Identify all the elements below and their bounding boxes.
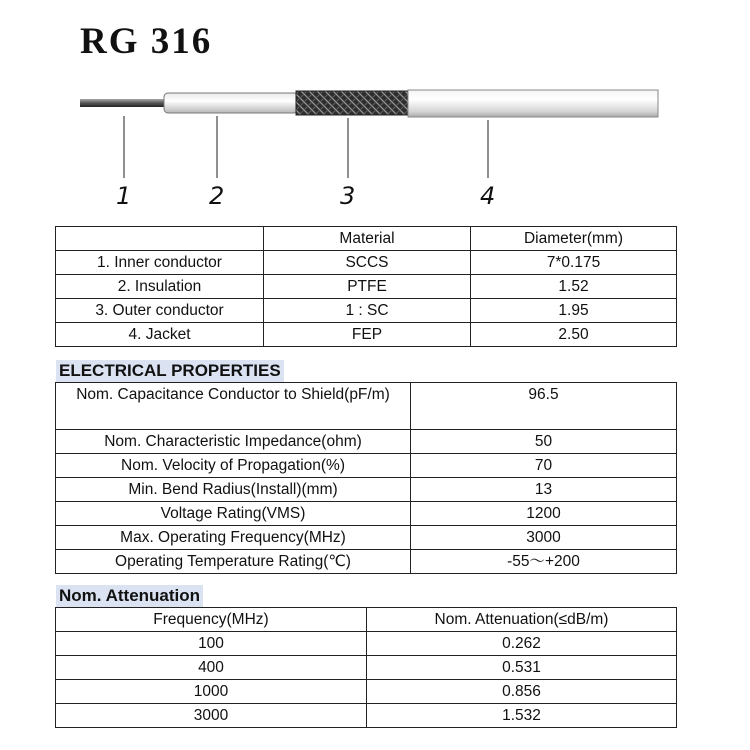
property-name: Min. Bend Radius(Install)(mm)	[56, 478, 411, 502]
property-name: Max. Operating Frequency(MHz)	[56, 526, 411, 550]
property-value: 50	[411, 430, 677, 454]
property-name: Voltage Rating(VMS)	[56, 502, 411, 526]
component-material: 1 : SC	[264, 299, 471, 323]
callout-1: 1	[116, 182, 132, 210]
table-header-cell: Nom. Attenuation(≤dB/m)	[367, 608, 677, 632]
component-diameter: 1.52	[471, 275, 677, 299]
table-header-row	[56, 227, 677, 251]
table-row	[56, 550, 677, 574]
table-row	[56, 454, 677, 478]
table-row	[56, 704, 677, 728]
table-row	[56, 251, 677, 275]
attenuation-value: 0.262	[367, 632, 677, 656]
table-header-cell: Frequency(MHz)	[56, 608, 367, 632]
attenuation-value: 0.856	[367, 680, 677, 704]
table-header-cell	[56, 227, 264, 251]
callout-2: 2	[209, 182, 225, 210]
table-header-row	[56, 608, 677, 632]
frequency-value: 100	[56, 632, 367, 656]
jacket-shape	[408, 90, 658, 117]
component-diameter: 7*0.175	[471, 251, 677, 275]
attenuation-value: 1.532	[367, 704, 677, 728]
table-row	[56, 526, 677, 550]
frequency-value: 3000	[56, 704, 367, 728]
component-diameter: 1.95	[471, 299, 677, 323]
table-row	[56, 680, 677, 704]
electrical-properties-heading: ELECTRICAL PROPERTIES	[56, 360, 284, 382]
table-row	[56, 275, 677, 299]
frequency-value: 400	[56, 656, 367, 680]
property-value: 70	[411, 454, 677, 478]
component-name: 4. Jacket	[56, 323, 264, 347]
component-material: FEP	[264, 323, 471, 347]
inner-conductor-shape	[80, 99, 164, 107]
cable-illustration	[0, 78, 750, 188]
table-row	[56, 632, 677, 656]
callout-4: 4	[480, 182, 496, 210]
construction-table	[55, 226, 677, 347]
table-row	[56, 383, 677, 430]
product-title: RG 316	[80, 21, 213, 62]
component-diameter: 2.50	[471, 323, 677, 347]
property-value: -55〜+200	[411, 550, 677, 574]
attenuation-heading: Nom. Attenuation	[56, 585, 203, 607]
table-row	[56, 430, 677, 454]
property-value: 96.5	[411, 383, 677, 430]
callout-3: 3	[340, 182, 356, 210]
property-value: 3000	[411, 526, 677, 550]
electrical-properties-table	[55, 382, 677, 574]
property-value: 13	[411, 478, 677, 502]
attenuation-value: 0.531	[367, 656, 677, 680]
table-row	[56, 502, 677, 526]
table-row	[56, 478, 677, 502]
table-row	[56, 656, 677, 680]
frequency-value: 1000	[56, 680, 367, 704]
component-name: 1. Inner conductor	[56, 251, 264, 275]
insulation-shape	[164, 93, 298, 113]
component-material: SCCS	[264, 251, 471, 275]
property-name: Nom. Capacitance Conductor to Shield(pF/m)	[56, 383, 411, 430]
component-name: 3. Outer conductor	[56, 299, 264, 323]
property-name: Operating Temperature Rating(℃)	[56, 550, 411, 574]
property-name: Nom. Velocity of Propagation(%)	[56, 454, 411, 478]
table-row	[56, 323, 677, 347]
outer-conductor-shape	[296, 91, 410, 115]
table-header-cell: Material	[264, 227, 471, 251]
attenuation-table	[55, 607, 677, 728]
component-material: PTFE	[264, 275, 471, 299]
table-header-cell: Diameter(mm)	[471, 227, 677, 251]
property-value: 1200	[411, 502, 677, 526]
component-name: 2. Insulation	[56, 275, 264, 299]
property-name: Nom. Characteristic Impedance(ohm)	[56, 430, 411, 454]
table-row	[56, 299, 677, 323]
